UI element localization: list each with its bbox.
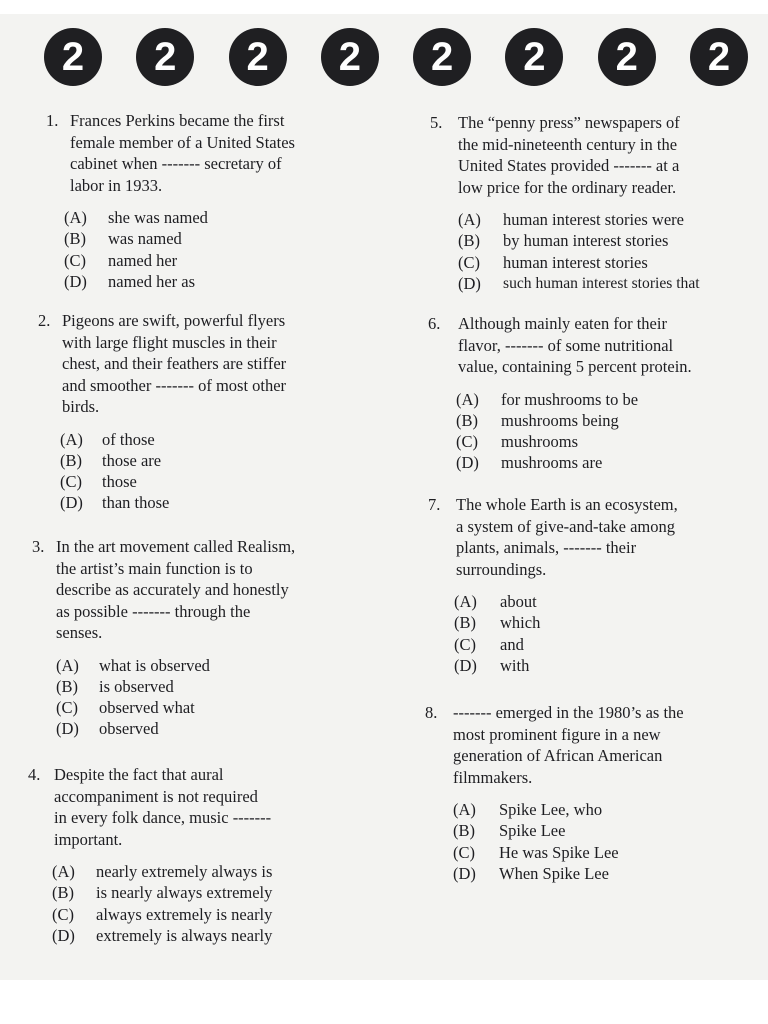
answer-choice-b[interactable] (454, 612, 760, 633)
answer-choices (60, 429, 378, 514)
question-stem (28, 764, 378, 850)
choice-text: extremely is always nearly (96, 925, 273, 945)
stem-line: birds. (62, 397, 100, 416)
choice-text: is observed (99, 676, 174, 696)
stem-line: important. (54, 829, 123, 849)
choice-text: observed (99, 719, 159, 739)
choice-letter: (B) (60, 450, 82, 470)
choice-letter: (C) (456, 432, 478, 452)
question-number: 3. (32, 537, 45, 556)
choice-text: human interest stories (503, 252, 648, 272)
answer-choice-a[interactable] (458, 209, 760, 230)
answer-choice-b[interactable] (64, 228, 376, 249)
choice-letter: (C) (60, 472, 82, 492)
question-number: 4. (28, 765, 41, 784)
choice-text: He was Spike Lee (499, 842, 619, 862)
section-number-badge: 2 (321, 28, 379, 86)
choice-text: Spike Lee (499, 821, 566, 841)
choice-text: nearly extremely always is (96, 862, 273, 881)
choice-letter: (C) (454, 634, 476, 654)
choice-letter: (B) (456, 410, 478, 430)
stem-line: low price for the ordinary reader. (458, 177, 677, 197)
answer-choice-b[interactable] (458, 230, 760, 251)
choice-letter: (A) (60, 429, 83, 449)
choice-text: mushrooms are (501, 453, 603, 473)
answer-choice-a[interactable] (60, 429, 378, 450)
stem-line: Pigeons are swift, powerful flyers (62, 311, 286, 330)
choice-text: human interest stories were (503, 210, 684, 229)
stem-line: generation of African American (453, 746, 663, 765)
choice-letter: (B) (453, 821, 475, 841)
question-8 (425, 702, 760, 884)
stem-line: Frances Perkins became the first (70, 111, 285, 130)
choice-text: by human interest stories (503, 231, 669, 251)
stem-line: as possible ------- through the (56, 601, 251, 621)
choice-text: was named (108, 229, 182, 249)
question-stem (430, 112, 760, 198)
answer-choice-a[interactable] (52, 861, 378, 882)
choice-text: those (102, 472, 137, 492)
answer-choices (454, 591, 760, 676)
stem-line: value, containing 5 percent protein. (458, 357, 692, 376)
choice-letter: (D) (64, 271, 87, 291)
question-1 (46, 110, 376, 292)
choice-text: what is observed (99, 655, 210, 675)
choice-text: which (500, 613, 541, 633)
choice-text: such human interest stories that (503, 274, 700, 292)
answer-choices (458, 209, 760, 294)
answer-choice-c[interactable] (56, 697, 380, 718)
stem-line: ------- emerged in the 1980’s as the (453, 703, 684, 722)
stem-line: a system of give-and-take among (456, 516, 676, 536)
choice-text: is nearly always extremely (96, 883, 273, 903)
choice-text: and (500, 634, 524, 654)
section-badge-row (44, 28, 748, 88)
stem-line: in every folk dance, music ------- (54, 808, 272, 827)
answer-choice-b[interactable] (56, 676, 380, 697)
stem-line: accompaniment is not required (54, 786, 258, 806)
choice-text: Spike Lee, who (499, 800, 603, 819)
question-5 (430, 112, 760, 294)
stem-line: with large flight muscles in their (62, 332, 277, 352)
question-number: 2. (38, 311, 51, 330)
stem-line: plants, animals, ------- their (456, 538, 637, 557)
choice-letter: (B) (56, 676, 78, 696)
answer-choice-a[interactable] (453, 799, 760, 820)
stem-line: female member of a United States (70, 132, 295, 152)
question-stem (38, 310, 378, 418)
question-stem (428, 494, 760, 580)
answer-choices (64, 207, 376, 292)
stem-line: most prominent figure in a new (453, 724, 661, 744)
choice-letter: (A) (454, 592, 477, 611)
answer-choice-c[interactable] (456, 431, 760, 452)
answer-choice-b[interactable] (453, 820, 760, 841)
choice-letter: (D) (456, 453, 479, 473)
section-number-badge: 2 (690, 28, 748, 86)
choice-letter: (B) (52, 883, 74, 903)
choice-text: When Spike Lee (499, 863, 609, 883)
answer-choices (56, 655, 380, 740)
choice-text: of those (102, 429, 155, 449)
answer-choices (456, 389, 760, 474)
choice-letter: (B) (458, 231, 480, 251)
choice-text: mushrooms being (501, 410, 619, 430)
choice-text: named her as (108, 271, 196, 291)
stem-line: labor in 1933. (70, 175, 163, 195)
choice-letter: (B) (64, 229, 86, 249)
choice-text: with (500, 655, 530, 675)
answer-choice-a[interactable] (456, 389, 760, 410)
stem-line: the mid-nineteenth century in the (458, 134, 678, 154)
answer-choice-d[interactable] (453, 863, 760, 884)
stem-line: Although mainly eaten for their (458, 314, 667, 333)
answer-choice-a[interactable] (64, 207, 376, 228)
section-number-badge: 2 (598, 28, 656, 86)
answer-choice-b[interactable] (456, 410, 760, 431)
answer-choices (52, 861, 378, 946)
choice-text: for mushrooms to be (501, 389, 639, 409)
question-stem (428, 313, 760, 378)
answer-choice-c[interactable] (453, 842, 760, 863)
choice-letter: (C) (458, 252, 480, 272)
stem-line: and smoother ------- of most other (62, 375, 287, 395)
section-number-badge: 2 (44, 28, 102, 86)
question-stem (46, 110, 376, 196)
question-6 (428, 313, 760, 474)
choice-letter: (C) (52, 904, 74, 924)
question-3 (32, 536, 380, 740)
answer-choice-d[interactable] (52, 925, 378, 946)
choice-text: named her (108, 250, 178, 270)
question-number: 5. (430, 113, 443, 132)
test-page (0, 14, 768, 980)
answer-choice-a[interactable] (454, 591, 760, 612)
stem-line: chest, and their feathers are stiffer (62, 354, 287, 373)
stem-line: surroundings. (456, 559, 547, 579)
stem-line: United States provided ------- at a (458, 156, 680, 175)
section-number-badge: 2 (136, 28, 194, 86)
question-2 (38, 310, 378, 514)
choice-letter: (A) (52, 862, 75, 881)
choice-letter: (C) (56, 698, 78, 718)
choice-text: always extremely is nearly (96, 904, 273, 924)
choice-letter: (D) (52, 925, 75, 945)
question-stem (32, 536, 380, 644)
stem-line: filmmakers. (453, 767, 533, 787)
choice-letter: (D) (56, 719, 79, 739)
choice-letter: (A) (458, 210, 481, 229)
stem-line: In the art movement called Realism, (56, 537, 296, 556)
stem-line: cabinet when ------- secretary of (70, 154, 282, 173)
choice-letter: (A) (453, 800, 476, 819)
answer-choices (453, 799, 760, 884)
choice-text: those are (102, 450, 162, 470)
answer-choice-b[interactable] (60, 450, 378, 471)
answer-choice-b[interactable] (52, 882, 378, 903)
question-number: 6. (428, 314, 441, 333)
question-4 (28, 764, 378, 946)
stem-line: the artist’s main function is to (56, 558, 253, 578)
section-number-badge: 2 (505, 28, 563, 86)
choice-text: she was named (108, 208, 208, 227)
choice-letter: (D) (60, 493, 83, 513)
answer-choice-a[interactable] (56, 655, 380, 676)
choice-letter: (A) (64, 208, 87, 227)
question-stem (425, 702, 760, 788)
choice-text: than those (102, 493, 170, 513)
answer-choice-d[interactable] (456, 452, 760, 473)
choice-letter: (D) (458, 273, 481, 293)
answer-choice-c[interactable] (52, 904, 378, 925)
question-number: 8. (425, 703, 438, 722)
choice-letter: (A) (56, 655, 79, 675)
question-number: 7. (428, 495, 441, 514)
question-7 (428, 494, 760, 676)
choice-letter: (A) (456, 389, 479, 409)
section-number-badge: 2 (229, 28, 287, 86)
answer-choice-c[interactable] (454, 634, 760, 655)
answer-choice-d[interactable] (454, 655, 760, 676)
choice-letter: (B) (454, 613, 476, 633)
choice-letter: (C) (453, 842, 475, 862)
choice-text: about (500, 592, 537, 611)
stem-line: flavor, ------- of some nutritional (458, 335, 674, 355)
answer-choice-d[interactable] (60, 492, 378, 513)
stem-line: describe as accurately and honestly (56, 580, 289, 599)
choice-letter: (D) (453, 863, 476, 883)
answer-choice-d[interactable] (458, 273, 760, 294)
stem-line: The whole Earth is an ecosystem, (456, 495, 678, 514)
question-number: 1. (46, 111, 59, 130)
stem-line: senses. (56, 623, 103, 642)
answer-choice-d[interactable] (64, 271, 376, 292)
section-number-badge: 2 (413, 28, 471, 86)
choice-letter: (D) (454, 655, 477, 675)
stem-line: Despite the fact that aural (54, 765, 224, 784)
answer-choice-c[interactable] (64, 250, 376, 271)
answer-choice-d[interactable] (56, 718, 380, 739)
choice-text: observed what (99, 698, 195, 718)
choice-text: mushrooms (501, 432, 579, 452)
stem-line: The “penny press” newspapers of (458, 113, 680, 132)
answer-choice-c[interactable] (458, 252, 760, 273)
choice-letter: (C) (64, 250, 86, 270)
answer-choice-c[interactable] (60, 471, 378, 492)
